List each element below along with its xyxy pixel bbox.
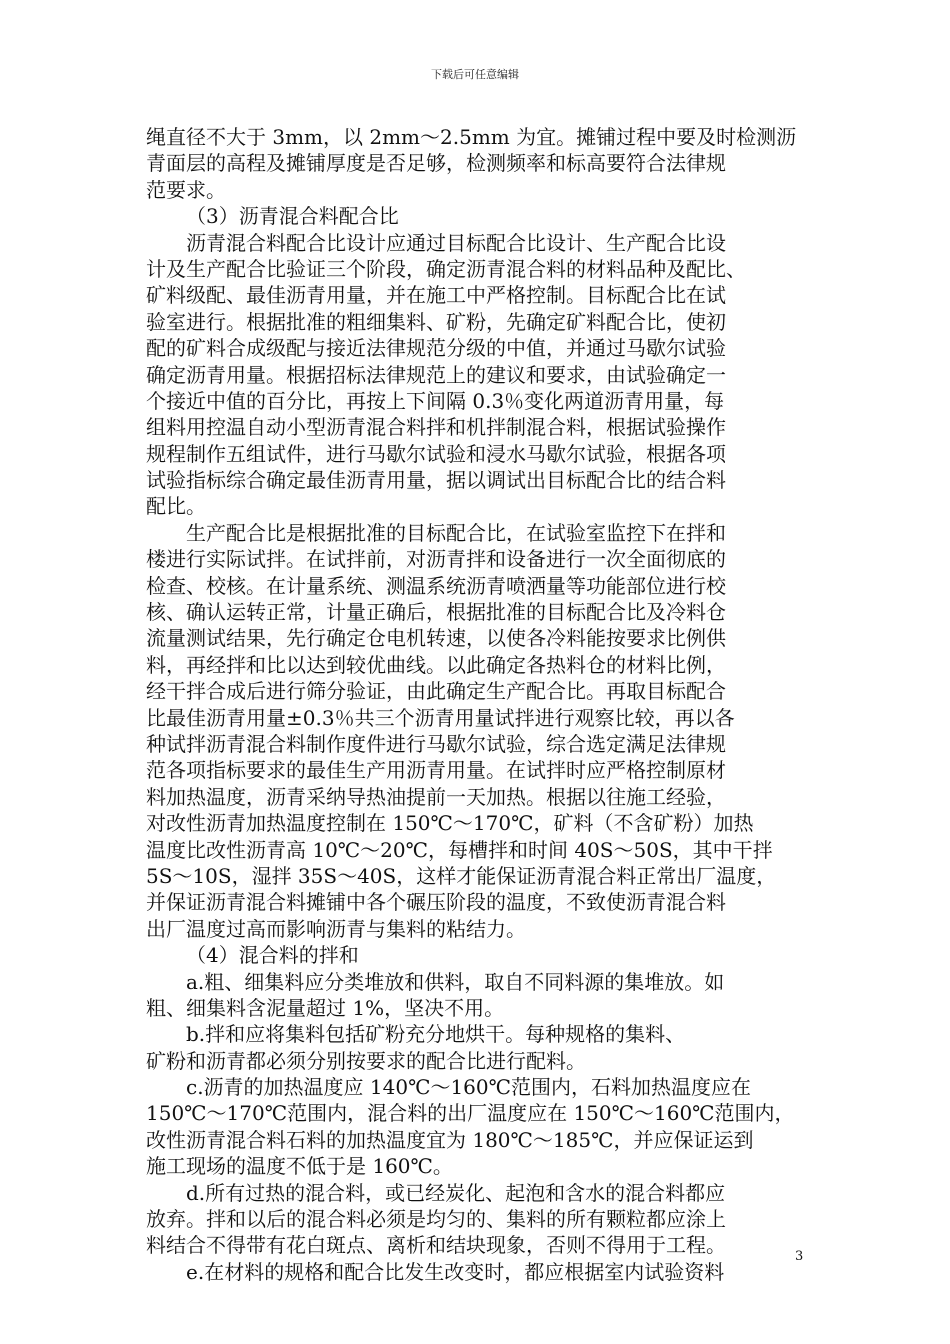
text-line: 沥青混合料配合比设计应通过目标配合比设计、生产配合比设: [186, 230, 726, 255]
text-line: 试验指标综合确定最佳沥青用量，据以调试出目标配合比的结合料: [146, 468, 726, 493]
text-line: a.粗、细集料应分类堆放和供料，取自不同料源的集堆放。如: [186, 969, 725, 994]
text-line: 配的矿料合成级配与接近法律规范分级的中值，并通过马歇尔试验: [146, 336, 726, 361]
text-line: 并保证沥青混合料摊铺中各个碾压阶段的温度，不致使沥青混合料: [146, 890, 726, 915]
text-line: 料加热温度，沥青采纳导热油提前一天加热。根据以往施工经验，: [146, 784, 726, 809]
text-line: 矿粉和沥青都必须分别按要求的配合比进行配料。: [146, 1048, 586, 1073]
text-line: b.拌和应将集料包括矿粉充分地烘干。每种规格的集料、: [186, 1022, 686, 1047]
text-line: 绳直径不大于 3mm，以 2mm～2.5mm 为宜。摊铺过程中要及时检测沥: [146, 125, 797, 149]
text-line: d.所有过热的混合料，或已经炭化、起泡和含水的混合料都应: [186, 1180, 726, 1205]
text-line: 比最佳沥青用量±0.3％共三个沥青用量试拌进行观察比较，再以各: [146, 705, 735, 730]
page-number: 3: [795, 1249, 804, 1264]
text-line: 矿料级配、最佳沥青用量，并在施工中严格控制。目标配合比在试: [146, 283, 726, 308]
text-line: 验室进行。根据批准的粗细集料、矿粉，先确定矿料配合比，使初: [146, 309, 726, 334]
text-line: 计及生产配合比验证三个阶段，确定沥青混合料的材料品种及配比、: [146, 256, 746, 281]
text-line: （3）沥青混合料配合比: [186, 204, 399, 229]
text-line: 对改性沥青加热温度控制在 150℃～170℃，矿料（不含矿粉）加热: [146, 811, 754, 836]
text-line: 生产配合比是根据批准的目标配合比，在试验室监控下在拌和: [186, 520, 726, 545]
text-line: 青面层的高程及摊铺厚度是否足够，检测频率和标高要符合法律规: [146, 151, 726, 176]
text-line: 温度比改性沥青高 10℃～20℃，每槽拌和时间 40S～50S，其中干拌: [146, 837, 773, 862]
text-line: e.在材料的规格和配合比发生改变时，都应根据室内试验资料: [186, 1259, 725, 1284]
text-line: 检查、校核。在计量系统、测温系统沥青喷洒量等功能部位进行校: [146, 573, 726, 598]
text-line: 料结合不得带有花白斑点、离析和结块现象，否则不得用于工程。: [146, 1233, 726, 1258]
text-line: 流量测试结果，先行确定仓电机转速，以使各冷料能按要求比例供: [146, 626, 726, 651]
text-line: 放弃。拌和以后的混合料必须是均匀的、集料的所有颗粒都应涂上: [146, 1207, 726, 1232]
text-line: （4）混合料的拌和: [186, 943, 359, 968]
text-line: 种试拌沥青混合料制作度件进行马歇尔试验，综合选定满足法律规: [146, 731, 726, 756]
text-line: 范各项指标要求的最佳生产用沥青用量。在试拌时应严格控制原材: [146, 758, 726, 783]
text-line: 5S～10S，湿拌 35S～40S，这样才能保证沥青混合料正常出厂温度，: [146, 863, 777, 888]
text-line: 料，再经拌和比以达到较优曲线。以此确定各热料仓的材料比例，: [146, 652, 726, 677]
text-line: 楼进行实际试拌。在试拌前，对沥青拌和设备进行一次全面彻底的: [146, 547, 726, 572]
text-line: 组料用控温自动小型沥青混合料拌和机拌制混合料，根据试验操作: [146, 415, 726, 440]
text-line: 核、确认运转正常，计量正确后，根据批准的目标配合比及冷料仓: [146, 600, 726, 625]
text-line: 出厂温度过高而影响沥青与集料的粘结力。: [146, 916, 526, 941]
text-line: c.沥青的加热温度应 140℃～160℃范围内，石料加热温度应在: [186, 1075, 752, 1100]
text-line: 经干拌合成后进行筛分验证，由此确定生产配合比。再取目标配合: [146, 679, 726, 704]
text-line: 配比。: [146, 494, 206, 519]
text-line: 个接近中值的百分比，再按上下间隔 0.3％变化两道沥青用量，每: [146, 388, 725, 413]
text-line: 确定沥青用量。根据招标法律规范上的建议和要求，由试验确定一: [146, 362, 726, 387]
text-line: 施工现场的温度不低于是 160℃。: [146, 1154, 453, 1179]
page-header: 下载后可任意编辑: [431, 68, 519, 81]
text-line: 范要求。: [146, 177, 226, 202]
document-body: [146, 124, 810, 1285]
text-line: 规程制作五组试件，进行马歇尔试验和浸水马歇尔试验，根据各项: [146, 441, 726, 466]
text-line: 粗、细集料含泥量超过 1%，坚决不用。: [146, 995, 505, 1020]
text-line: 改性沥青混合料石料的加热温度宜为 180℃～185℃，并应保证运到: [146, 1127, 754, 1152]
text-line: 150℃～170℃范围内，混合料的出厂温度应在 150℃～160℃范围内，: [146, 1101, 795, 1126]
